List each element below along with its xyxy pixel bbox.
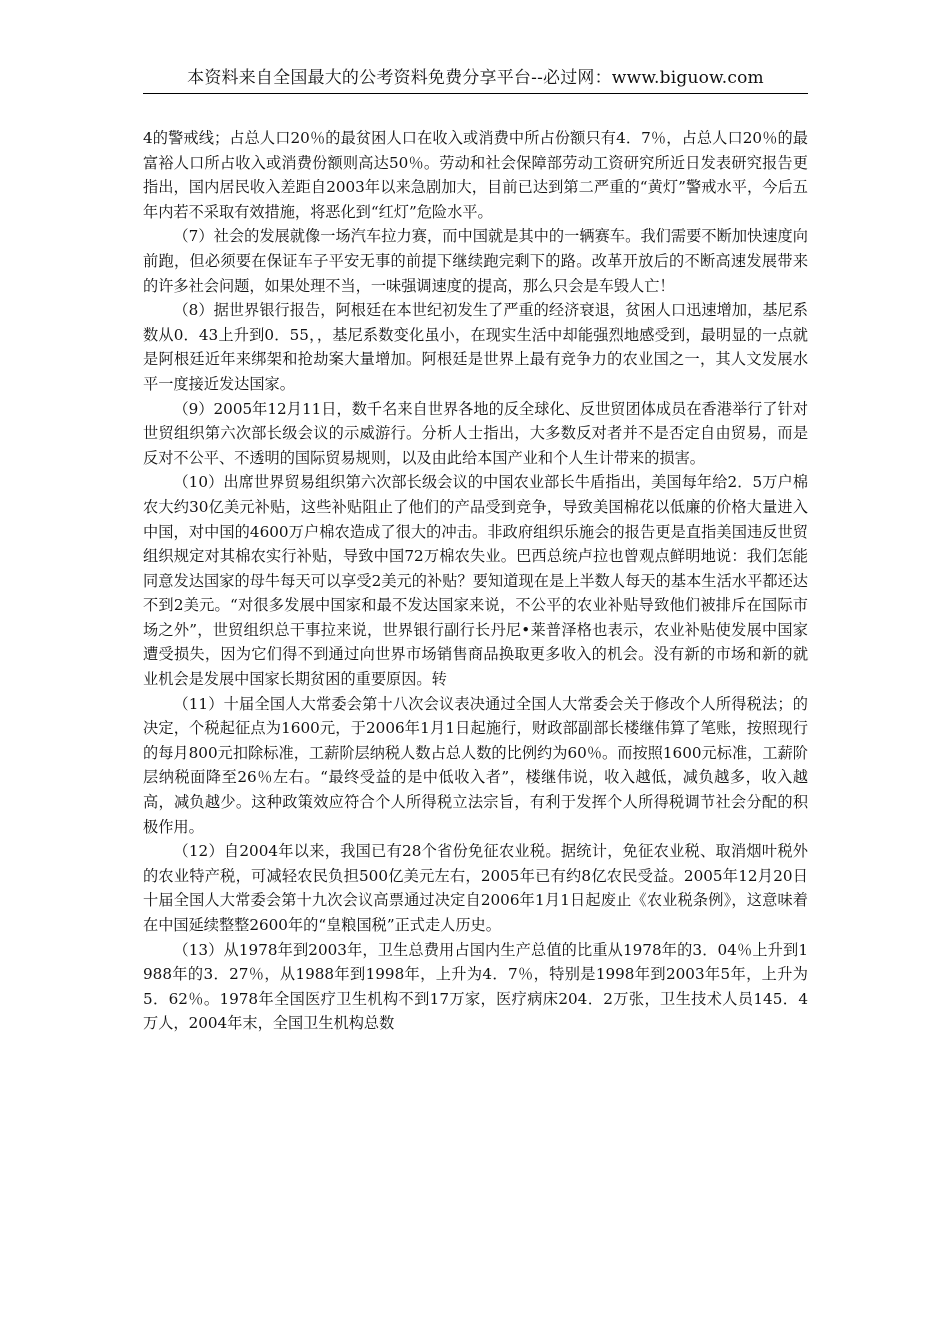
paragraph-12: （12）自2004年以来，我国已有28个省份免征农业税。据统计，免征农业税、取消烟叶税外的农业特产税，可减轻农民负担500亿美元左右，2005年已有约8亿农民受益。2005年12月20日十届全国人大常委会第十九次会议高票通过决定自2006年1月1日起废止《农业税条例》，这意味着在中国延续整整2600年的“皇粮国税”正式走人历史。 — [143, 842, 808, 934]
paragraph-7: （7）社会的发展就像一场汽车拉力赛，而中国就是其中的一辆赛车。我们需要不断加快速度向前跑，但必须要在保证车子平安无事的前提下继续跑完剩下的路。改革开放后的不断高速发展带来的许多社会问题，如果处理不当，一味强调速度的提高，那么只会是车毁人亡！ — [143, 227, 808, 295]
paragraph-9: （9）2005年12月11日，数千名来自世界各地的反全球化、反世贸团体成员在香港举行了针对世贸组织第六次部长级会议的示威游行。分析人士指出，大多数反对者并不是否定自由贸易，而是反对不公平、不透明的国际贸易规则，以及由此给本国产业和个人生计带来的损害。 — [143, 399, 808, 467]
page-header: 本资料来自全国最大的公考资料免费分享平台--必过网：www.biguow.com — [187, 68, 764, 88]
header-divider — [143, 93, 808, 94]
paragraph-8: （8）据世界银行报告，阿根廷在本世纪初发生了严重的经济衰退，贫困人口迅速增加，基尼系数从0．43上升到0．55，，基尼系数变化虽小，在现实生活中却能强烈地感受到，最明显的一点就是阿根廷近年来绑架和抢劫案大量增加。阿根廷是世界上最有竞争力的农业国之一，其人文发展水平一度接近发达国家。 — [143, 301, 808, 393]
document-body — [143, 126, 808, 1036]
paragraph-10: （10）出席世界贸易组织第六次部长级会议的中国农业部长牛盾指出，美国每年给2．5万户棉农大约30亿美元补贴，这些补贴阻止了他们的产品受到竞争，导致美国棉花以低廉的价格大量进入中国，对中国的4600万户棉农造成了很大的冲击。非政府组织乐施会的报告更是直指美国违反世贸组织规定对其棉农实行补贴，导致中国72万棉农失业。巴西总统卢拉也曾观点鲜明地说：我们怎能同意发达国家的母牛每天可以享受2美元的补贴？要知道现在是上半数人每天的基本生活水平都还达不到2美元。“对很多发展中国家和最不发达国家来说，不公平的农业补贴导致他们被排斥在国际市场之外”，世贸组织总干事拉来说，世界银行副行长丹尼•莱普泽格也表示，农业补贴使发展中国家遭受损失，因为它们得不到通过向世界市场销售商品换取更多收入的机会。没有新的市场和新的就业机会是发展中国家长期贫困的重要原因。转 — [143, 473, 808, 689]
paragraph-continuation: 4的警戒线；占总人口20％的最贫困人口在收入或消费中所占份额只有4．7％，占总人口20％的最富裕人口所占收入或消费份额则高达50％。劳动和社会保障部劳动工资研究所近日发表研究报告更指出，国内居民收入差距自2003年以来急剧加大，目前已达到第二严重的“黄灯”警戒水平，今后五年内若不采取有效措施，将恶化到“红灯”危险水平。 — [143, 129, 808, 221]
paragraph-11: （11）十届全国人大常委会第十八次会议表决通过全国人大常委会关于修改个人所得税法；的决定，个税起征点为1600元，于2006年1月1日起施行，财政部副部长楼继伟算了笔账，按照现行的每月800元扣除标准，工薪阶层纳税人数占总人数的比例约为60％。而按照1600元标准，工薪阶层纳税面降至26％左右。“最终受益的是中低收入者”，楼继伟说，收入越低，减负越多，收入越高，减负越少。这种政策效应符合个人所得税立法宗旨，有利于发挥个人所得税调节社会分配的积极作用。 — [143, 694, 808, 836]
paragraph-13: （13）从1978年到2003年，卫生总费用占国内生产总值的比重从1978年的3．04％上升到1988年的3．27％，从1988年到1998年，上升为4．7％，特别是1998年到2003年5年，上升为5．62％。1978年全国医疗卫生机构不到17万家，医疗病床204．2万张，卫生技术人员145．4万人，2004年末，全国卫生机构总数 — [143, 940, 808, 1033]
